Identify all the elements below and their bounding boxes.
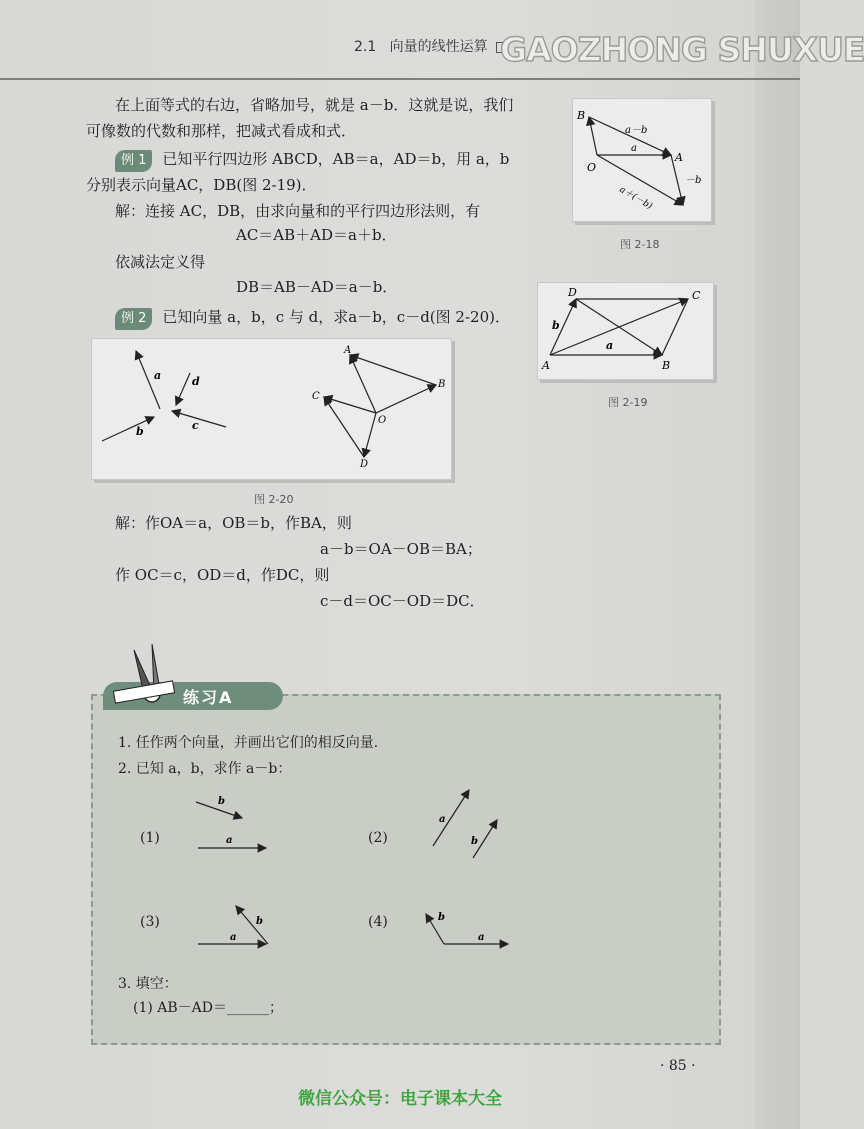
fig20-label-c: c [192, 419, 199, 432]
fig18-label-neg-b: －b [685, 175, 702, 186]
fig18-label-a-minus-b: a－b [625, 125, 648, 136]
page-edge [755, 0, 800, 1129]
exercise-sub2-figure [425, 786, 505, 866]
exercise-sub3-label: (3) [140, 914, 160, 930]
fig20-vector-b [102, 417, 154, 441]
intro-line-1: 在上面等式的右边，省略加号，就是 a－b．这就是说，我们 [115, 96, 514, 114]
exercise-q1: 1. 任作两个向量，并画出它们的相反向量． [118, 735, 388, 751]
fig18-vector-b [589, 117, 597, 155]
fig19-label-D: D [568, 286, 577, 299]
exercise-sub1-figure [190, 790, 280, 860]
exercise-sub2-label: (2) [368, 830, 388, 846]
fig20-vector-d [176, 373, 190, 405]
page-number: · 85 · [660, 1058, 696, 1074]
example1-line-1 [115, 148, 509, 172]
section-title: 向量的线性运算 [389, 39, 488, 55]
example2-statement: 已知向量 a，b，c 与 d，求a－b，c－d(图 2-20)． [162, 308, 510, 326]
fig19-label-B: B [662, 359, 671, 372]
example1-by-definition: 依减法定义得 [115, 253, 206, 271]
intro-line-2: 可像数的代数和那样，把减式看成和式． [86, 122, 357, 140]
fig20-vector-OA [350, 355, 376, 413]
sub3-label-b: b [256, 916, 263, 927]
header-brand: GAOZHONG SHUXUE [500, 30, 864, 69]
example2-eq2: c－d＝OC－OD＝DC． [320, 592, 485, 610]
sub3-label-a: a [230, 932, 237, 943]
fig20-label-A: A [344, 345, 352, 356]
exercise-sub3-figure [190, 896, 280, 956]
section-number: 2.1 [354, 39, 377, 55]
figure-2-19-diagram [538, 283, 713, 379]
figure-2-18-caption: 图 2-18 [620, 238, 660, 251]
fig20-vector-BA [350, 355, 436, 385]
fig18-label-a: a [631, 143, 637, 154]
fig20-label-D: D [360, 459, 369, 470]
solution-label: 解： [115, 202, 146, 220]
exercise-q3: 3. 填空： [118, 976, 178, 992]
fig19-label-A: A [542, 359, 550, 372]
exercise-q2: 2. 已知 a，b，求作 a－b： [118, 761, 292, 777]
sub3-vector-b [236, 906, 268, 944]
header-rule [0, 78, 800, 80]
exercise-sub1-label: (1) [140, 830, 160, 846]
fig20-label-d: d [192, 375, 200, 388]
exercise-compass-icon [108, 640, 188, 710]
figure-2-20-diagram [92, 339, 451, 479]
header-section [354, 36, 507, 56]
figure-2-18 [572, 98, 712, 222]
figure-2-20-caption: 图 2-20 [254, 493, 294, 506]
example1-badge: 例 1 [115, 150, 152, 172]
fig20-vector-c [172, 411, 226, 427]
exercise-sub4-label: (4) [368, 914, 388, 930]
fig19-diagonal-DB [576, 299, 662, 355]
fig18-label-sum: a＋(－b) [617, 184, 654, 212]
fig20-label-b: b [136, 425, 144, 438]
figure-2-20 [91, 338, 452, 480]
sub4-label-a: a [478, 932, 485, 943]
example1-statement: 已知平行四边形 ABCD，AB＝a，AD＝b，用 a，b [162, 150, 510, 168]
sub1-label-b: b [218, 796, 225, 807]
fig20-vector-OB [376, 385, 436, 413]
figure-2-19-caption: 图 2-19 [608, 396, 648, 409]
example2-solution-1: 解：作OA＝a，OB＝b，作BA，则 [115, 514, 352, 532]
page-header [0, 28, 864, 69]
fig19-label-b: b [552, 319, 560, 332]
fig20-vector-DC [324, 397, 364, 457]
exercise-title: 练习A [183, 688, 234, 707]
figure-2-18-diagram [573, 99, 711, 221]
example2-solution-2: 作 OC＝c，OD＝d，作DC，则 [115, 566, 330, 584]
fig19-label-a: a [606, 339, 614, 352]
sub2-label-b: b [471, 836, 478, 847]
solution-text: 连接 AC，DB，由求向量和的平行四边形法则，有 [145, 202, 481, 220]
example1-eq2: DB＝AB－AD＝a－b． [236, 278, 398, 296]
example1-line-2: 分别表示向量AC，DB(图 2-19)． [86, 176, 317, 194]
fig19-label-C: C [692, 289, 701, 302]
example2-badge: 例 2 [115, 308, 152, 330]
fig18-label-A: A [675, 151, 683, 164]
fig20-label-O: O [378, 415, 387, 426]
sub1-label-a: a [226, 835, 233, 846]
fig20-vector-OD [364, 413, 376, 457]
example2-eq1: a－b＝OA－OB＝BA； [320, 540, 482, 558]
fig20-label-C: C [312, 391, 320, 402]
fig18-label-B: B [577, 109, 586, 122]
example1-eq1: AC＝AB＋AD＝a＋b． [236, 226, 397, 244]
footer-watermark: 微信公众号：电子课本大全 [298, 1089, 502, 1109]
fig20-vector-OC [324, 397, 376, 413]
exercise-q3-1: (1) AB－AD＝______； [133, 1000, 284, 1016]
example1-solution [115, 200, 480, 222]
fig20-label-a: a [154, 369, 162, 382]
sub4-label-b: b [438, 912, 445, 923]
fig20-label-B: B [438, 379, 446, 390]
fig18-vector-a-minus-b [589, 117, 671, 155]
figure-2-19 [537, 282, 714, 380]
example2-line-1 [115, 306, 510, 330]
sub2-label-a: a [439, 814, 446, 825]
exercise-sub4-figure [418, 900, 518, 950]
fig18-label-O: O [587, 161, 597, 174]
